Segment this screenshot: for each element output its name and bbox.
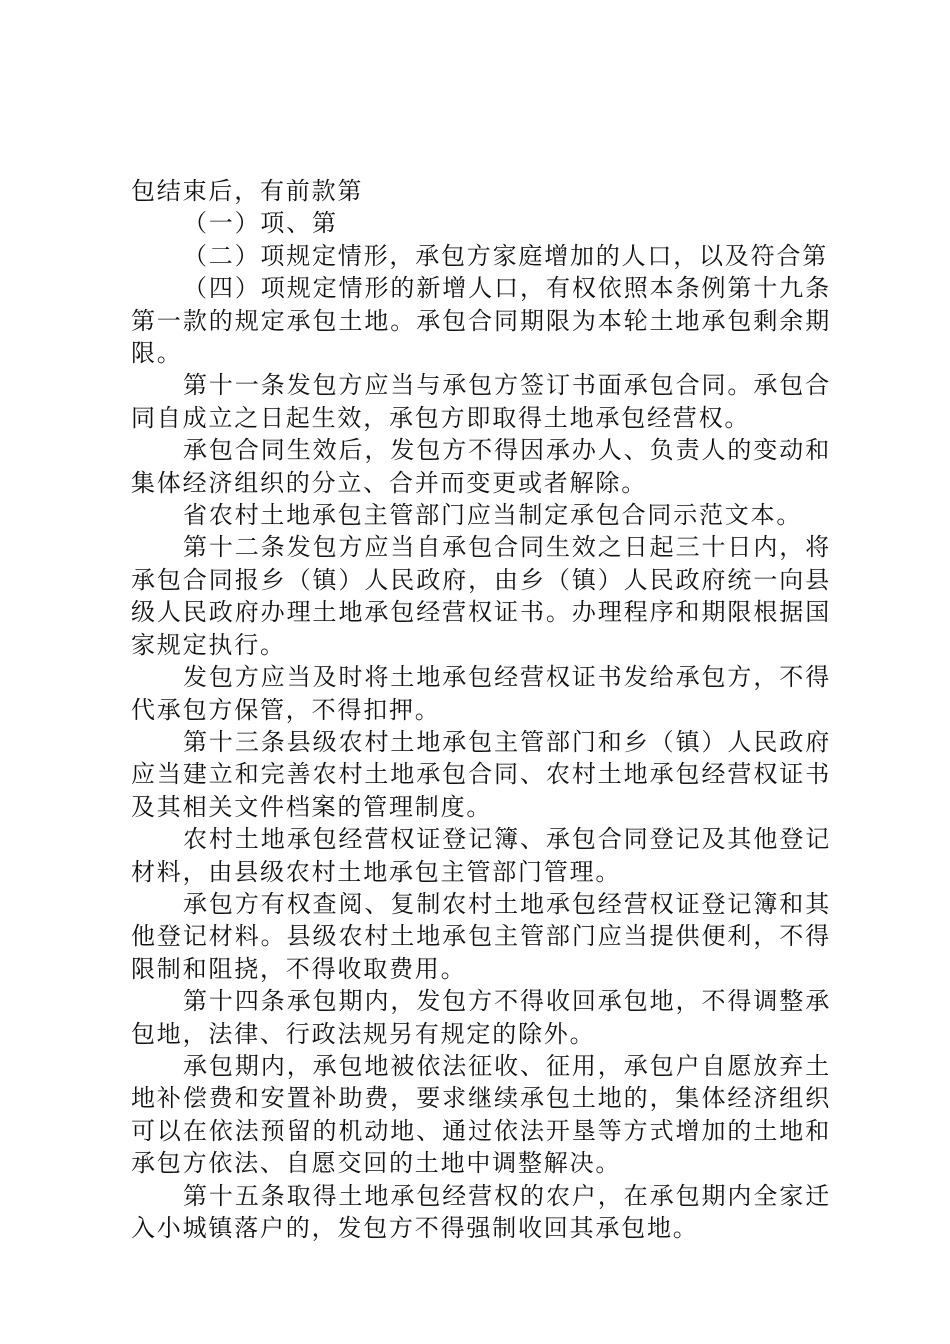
paragraph-article-15: 第十五条取得土地承包经营权的农户，在承包期内全家迁入小城镇落户的，发包方不得强制收回其承包地。 (131, 1181, 831, 1242)
paragraph-article-14: 第十四条承包期内，发包方不得收回承包地，不得调整承包地，法律、行政法规另有规定的除外。 (131, 987, 831, 1048)
paragraph: 承包合同生效后，发包方不得因承办人、负责人的变动和集体经济组织的分立、合并而变更或者解除。 (131, 436, 831, 497)
paragraph: 农村土地承包经营权证登记簿、承包合同登记及其他登记材料，由县级农村土地承包主管部门管理。 (131, 825, 831, 886)
paragraph-article-12: 第十二条发包方应当自承包合同生效之日起三十日内，将承包合同报乡（镇）人民政府，由乡（镇）人民政府统一向县级人民政府办理土地承包经营权证书。办理程序和期限根据国家规定执行。 (131, 533, 831, 659)
paragraph: 省农村土地承包主管部门应当制定承包合同示范文本。 (183, 501, 803, 530)
paragraph: 承包期内，承包地被依法征收、征用，承包户自愿放弃土地补偿费和安置补助费，要求继续承包土地的，集体经济组织可以在依法预留的机动地、通过依法开垦等方式增加的土地和承包方依法、自愿交回的土地中调整解决。 (131, 1051, 831, 1178)
paragraph: 包结束后，有前款第 (131, 177, 364, 205)
paragraph: 发包方应当及时将土地承包经营权证书发给承包方，不得代承包方保管，不得扣押。 (131, 663, 831, 724)
paragraph-article-11: 第十一条发包方应当与承包方签订书面承包合同。承包合同自成立之日起生效，承包方即取得土地承包经营权。 (131, 371, 831, 432)
paragraph: （四）项规定情形的新增人口，有权依照本条例第十九条第一款的规定承包土地。承包合同期限为本轮土地承包剩余期限。 (131, 274, 831, 368)
paragraph: （一）项、第 (183, 209, 338, 238)
paragraph: 承包方有权查阅、复制农村土地承包经营权证登记簿和其他登记材料。县级农村土地承包主管部门应当提供便利，不得限制和阻挠，不得收取费用。 (131, 889, 831, 983)
paragraph-article-13: 第十三条县级农村土地承包主管部门和乡（镇）人民政府应当建立和完善农村土地承包合同、农村土地承包经营权证书及其相关文件档案的管理制度。 (131, 727, 831, 821)
paragraph: （二）项规定情形，承包方家庭增加的人口，以及符合第 (183, 241, 828, 270)
document-body (131, 175, 831, 1244)
